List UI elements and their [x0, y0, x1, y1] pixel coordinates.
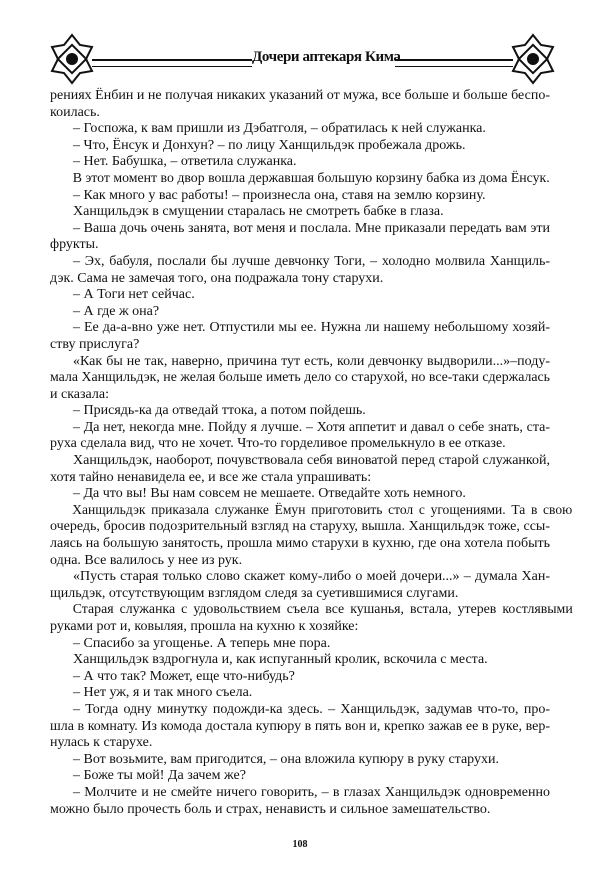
text-line: – А где ж она?: [73, 303, 160, 319]
text-line: – Как много у вас работы! – произнесла она, ставя на землю корзину.: [73, 187, 486, 203]
text-line: – Спасибо за угощенье. А теперь мне пора.: [73, 635, 331, 651]
text-line: – Присядь-ка да отведай ттока, а потом пойдешь.: [73, 403, 366, 419]
text-line: «Пусть старая только слово скажет кому-либо о моей дочери...» – думала Хан-: [73, 569, 550, 585]
book-title: Дочери аптекаря Кима: [252, 49, 401, 65]
text-line: очередь, бросив подозрительный взгляд на старуху, вышла. Ханщильдэк тоже, ссы-: [50, 519, 550, 535]
text-line: хотя тайно ненавидела ее, и все же стала упрашивать:: [50, 469, 372, 485]
text-line: – Да что вы! Вы нам совсем не мешаете. Отведайте хоть немного.: [73, 486, 466, 502]
text-line: – Тогда одну минутку подожди-ка здесь. – Ханщильдэк, задумав что-то, про-: [73, 701, 550, 717]
text-line: Ханщильдэк, наоборот, почувствовала себя виноватой перед старой служанкой,: [73, 453, 550, 469]
running-header: [50, 33, 555, 85]
text-line: – Ее да-а-вно уже нет. Отпустили мы ее. Нужна ли нашему небольшому хозяй-: [73, 320, 550, 336]
page-number: 108: [292, 839, 308, 850]
text-line: – Ваша дочь очень занята, вот меня и послала. Мне приказали передать вам эти: [73, 220, 550, 236]
text-line: можно было прочесть боль и страх, ненависть и сильное замешательство.: [50, 801, 491, 817]
text-line: – Госпожа, к вам пришли из Дэбатголя, – обратилась к ней служанка.: [73, 121, 486, 137]
text-line: нулась к старухе.: [50, 735, 153, 751]
text-line: коилась.: [50, 104, 100, 120]
page-body-text: [50, 88, 573, 818]
text-line: Ханщильдэк приказала служанке Ёмун приготовить стол с угощениями. Та в свою: [72, 502, 573, 518]
text-line: фрукты.: [50, 237, 99, 253]
text-line: В этот момент во двор вошла державшая большую корзину бабка из дома Ёнсук.: [72, 170, 550, 186]
text-line: – Да нет, некогда мне. Пойду я лучше. – Хотя аппетит и давал о себе знать, ста-: [73, 419, 550, 435]
text-line: и сказала:: [50, 386, 109, 402]
text-line: рениях Ёнбин и не получая никаких указаний от мужа, все больше и больше беспо-: [50, 88, 550, 103]
ornament-icon: [50, 33, 94, 85]
header-rule-right: [395, 59, 513, 67]
text-line: щильдэк, отсутствующим взглядом следя за суетившимися слугами.: [50, 585, 459, 601]
text-line: – Что, Ёнсук и Донхун? – по лицу Ханщильдэк пробежала дрожь.: [73, 137, 466, 153]
text-line: – Нет. Бабушка, – ответила служанка.: [73, 154, 297, 170]
ornament-icon: [511, 33, 555, 85]
text-line: «Как бы не так, наверно, причина тут есть, коли девчонку выдворили...»–поду-: [73, 353, 550, 369]
text-line: одна. Все валилось у нее из рук.: [50, 552, 243, 568]
text-line: руками рот и, ковыляя, прошла на кухню к хозяйке:: [50, 619, 359, 634]
text-line: – Боже ты мой! Да зачем же?: [73, 768, 246, 784]
text-line: мала Ханщильдэк, не желая больше иметь дело со старухой, но все-таки сдержалась: [50, 370, 550, 386]
text-line: лаясь на большую занятость, прошла мимо старухи в кухню, где она хотела побыть: [50, 536, 550, 552]
header-rule-left: [92, 59, 252, 67]
text-line: ству прислуга?: [50, 336, 140, 352]
text-line: – Вот возьмите, вам пригодится, – она вложила купюру в руку старухи.: [73, 751, 499, 767]
text-line: – Эх, бабуля, послали бы лучше девчонку Тоги, – холодно молвила Ханщиль-: [73, 253, 550, 269]
text-line: Ханщильдэк в смущении старалась не смотреть бабке в глаза.: [73, 204, 444, 220]
text-line: – Молчите и не смейте ничего говорить, – в глазах Ханщильдэк одновременно: [73, 784, 550, 800]
text-line: шла в комнату. Из комода достала купюру в пять вон и, крепко зажав ее в руке, вер-: [50, 718, 550, 734]
text-line: – А что так? Может, еще что-нибудь?: [73, 668, 295, 684]
text-line: – Нет уж, я и так много съела.: [73, 685, 253, 701]
text-line: – А Тоги нет сейчас.: [73, 287, 195, 303]
text-line: дэк. Сама не замечая того, она подражала тону старухи.: [50, 270, 384, 286]
text-line: руха сделала вид, что не хочет. Что-то горделивое промелькнуло в ее отказе.: [50, 436, 506, 452]
text-line: Ханщильдэк вздрогнула и, как испуганный кролик, вскочила с места.: [73, 652, 488, 668]
text-line: Старая служанка с удовольствием съела все кушанья, встала, утерев костлявыми: [72, 602, 573, 618]
